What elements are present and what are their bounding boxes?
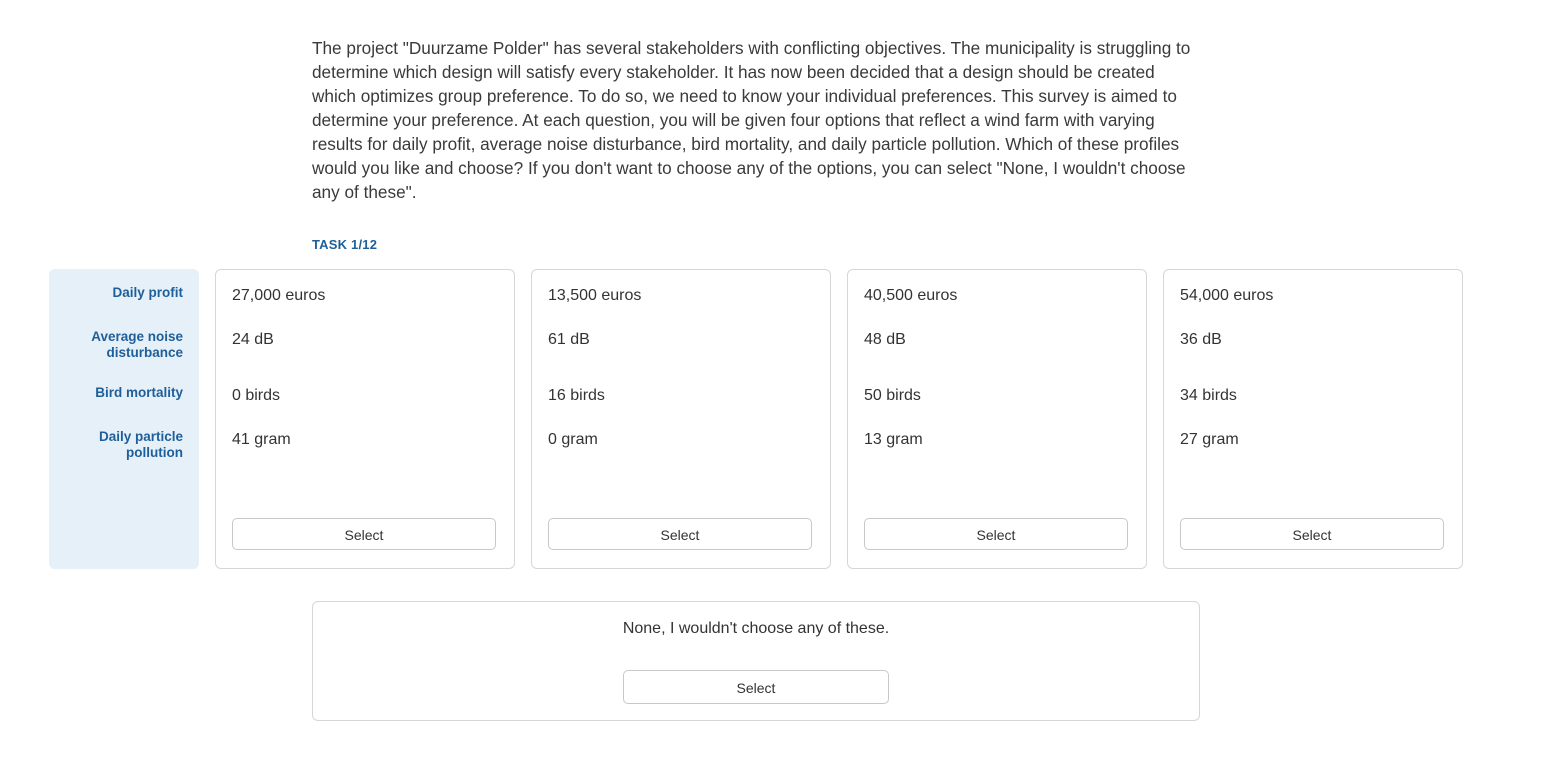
option-4-noise: 36 dB <box>1180 331 1222 348</box>
attribute-label-daily-profit: Daily profit <box>112 285 183 300</box>
option-2-select-button[interactable]: Select <box>548 518 812 550</box>
option-3-noise: 48 dB <box>864 331 906 348</box>
option-1-particle-pollution: 41 gram <box>232 431 291 448</box>
option-1-select-button[interactable]: Select <box>232 518 496 550</box>
option-1-bird-mortality: 0 birds <box>232 387 281 404</box>
attribute-labels-panel <box>49 269 199 569</box>
attribute-label-noise: Average noise disturbance <box>91 329 183 360</box>
none-option-select-button[interactable]: Select <box>623 670 889 704</box>
attribute-label-bird-mortality: Bird mortality <box>95 385 183 400</box>
option-1-noise: 24 dB <box>232 331 274 348</box>
option-3-select-button[interactable]: Select <box>864 518 1128 550</box>
option-card-4 <box>1163 269 1463 569</box>
option-4-daily-profit: 54,000 euros <box>1180 287 1274 304</box>
task-counter: TASK 1/12 <box>312 237 378 252</box>
option-2-noise: 61 dB <box>548 331 590 348</box>
option-3-daily-profit: 40,500 euros <box>864 287 958 304</box>
option-4-particle-pollution: 27 gram <box>1180 431 1239 448</box>
none-option-card <box>312 601 1200 721</box>
attribute-label-particle-pollution: Daily particle pollution <box>98 429 183 460</box>
none-option-text: None, I wouldn't choose any of these. <box>622 620 890 637</box>
option-card-1 <box>215 269 515 569</box>
option-card-3 <box>847 269 1147 569</box>
option-card-2 <box>531 269 831 569</box>
option-3-bird-mortality: 50 birds <box>864 387 921 404</box>
option-3-particle-pollution: 13 gram <box>864 431 923 448</box>
option-4-bird-mortality: 34 birds <box>1180 387 1237 404</box>
option-2-bird-mortality: 16 birds <box>548 387 605 404</box>
survey-introduction: The project "Duurzame Polder" has several stakeholders with conflicting objectives. The municipality is struggling to determine which design will satisfy every stakeholder. It has now been decided that a design should be created which optimizes group preference. To do so, we need to know your individual preferences. This survey is aimed to determine your preference. At each question, you will be given four options that reflect a wind farm with varying results for daily profit, average noise disturbance, bird mortality, and daily particle pollution. Which of these profiles would you like and choose? If you don't want to choose any of the options, you can select "None, I wouldn't choose any of these". <box>312 38 1191 202</box>
option-4-select-button[interactable]: Select <box>1180 518 1444 550</box>
option-1-daily-profit: 27,000 euros <box>232 287 326 304</box>
option-2-particle-pollution: 0 gram <box>548 431 598 448</box>
option-2-daily-profit: 13,500 euros <box>548 287 642 304</box>
